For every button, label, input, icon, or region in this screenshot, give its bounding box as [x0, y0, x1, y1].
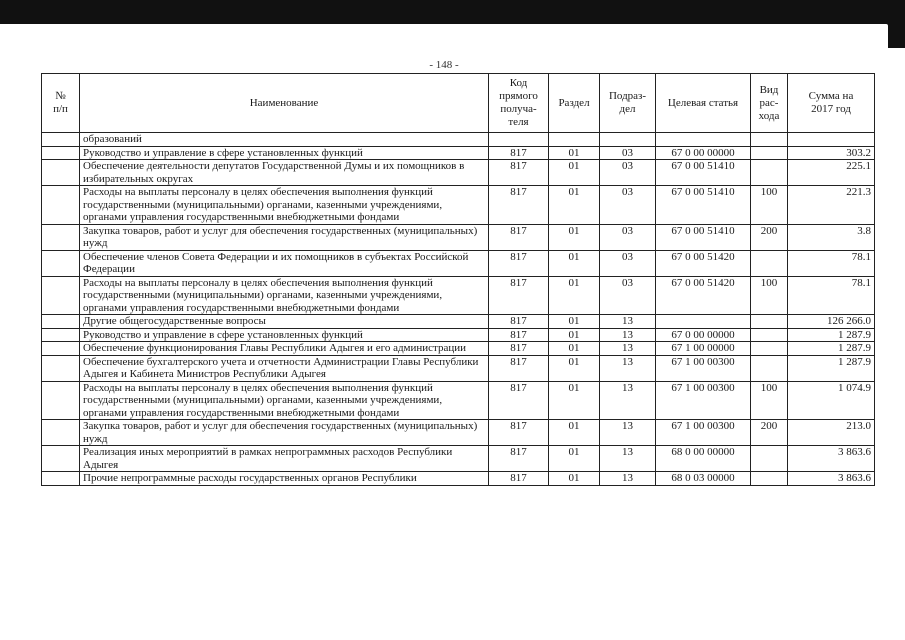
- row-code-cell: 817: [489, 472, 549, 486]
- row-name-cell: Закупка товаров, работ и услуг для обеспечения государственных (муниципальных) нужд: [80, 224, 489, 250]
- header-target: Целевая статья: [656, 74, 751, 133]
- row-exp-type-cell: [751, 160, 788, 186]
- row-target-cell: 67 0 00 51410: [656, 224, 751, 250]
- row-target-cell: 67 0 00 51410: [656, 186, 751, 225]
- row-exp-type-cell: 100: [751, 186, 788, 225]
- row-code-cell: 817: [489, 381, 549, 420]
- row-section-cell: 01: [549, 224, 600, 250]
- row-num-cell: [42, 342, 80, 356]
- row-target-cell: 68 0 00 00000: [656, 446, 751, 472]
- table-row: [42, 472, 875, 486]
- row-target-cell: 67 1 00 00300: [656, 355, 751, 381]
- row-name-cell: Реализация иных мероприятий в рамках непрограммных расходов Республики Адыгея: [80, 446, 489, 472]
- row-name-cell: Руководство и управление в сфере установленных функций: [80, 328, 489, 342]
- document-page: [0, 24, 888, 640]
- row-sum-cell: 303.2: [788, 146, 875, 160]
- row-section-cell: 01: [549, 315, 600, 329]
- table-row: [42, 328, 875, 342]
- row-sum-cell: [788, 133, 875, 147]
- row-name-cell: Закупка товаров, работ и услуг для обеспечения государственных (муниципальных) нужд: [80, 420, 489, 446]
- row-target-cell: 67 0 00 00000: [656, 328, 751, 342]
- table-row: [42, 342, 875, 356]
- row-target-cell: 67 0 00 00000: [656, 146, 751, 160]
- row-target-cell: 67 1 00 00300: [656, 381, 751, 420]
- header-num: № п/п: [42, 74, 80, 133]
- row-exp-type-cell: 200: [751, 420, 788, 446]
- row-code-cell: 817: [489, 146, 549, 160]
- row-exp-type-cell: 100: [751, 276, 788, 315]
- table-row: [42, 186, 875, 225]
- table-header-row: [42, 74, 875, 133]
- row-subsection-cell: 03: [600, 250, 656, 276]
- row-section-cell: 01: [549, 420, 600, 446]
- row-exp-type-cell: 200: [751, 224, 788, 250]
- row-num-cell: [42, 420, 80, 446]
- row-num-cell: [42, 276, 80, 315]
- header-code: Код прямого получа- теля: [489, 74, 549, 133]
- row-exp-type-cell: [751, 315, 788, 329]
- row-name-cell: Обеспечение деятельности депутатов Государственной Думы и их помощников в избирательных округах: [80, 160, 489, 186]
- row-name-cell: Обеспечение бухгалтерского учета и отчетности Администрации Главы Республики Адыгея и Кабинета Министров Республики Адыгея: [80, 355, 489, 381]
- row-subsection-cell: 03: [600, 276, 656, 315]
- row-subsection-cell: 03: [600, 224, 656, 250]
- row-section-cell: 01: [549, 472, 600, 486]
- table-body: [42, 133, 875, 486]
- row-name-cell: Руководство и управление в сфере установленных функций: [80, 146, 489, 160]
- row-exp-type-cell: 100: [751, 381, 788, 420]
- row-exp-type-cell: [751, 355, 788, 381]
- row-section-cell: 01: [549, 276, 600, 315]
- row-exp-type-cell: [751, 328, 788, 342]
- row-subsection-cell: 13: [600, 420, 656, 446]
- row-num-cell: [42, 224, 80, 250]
- row-subsection-cell: 13: [600, 315, 656, 329]
- row-name-cell: Обеспечение функционирования Главы Республики Адыгея и его администрации: [80, 342, 489, 356]
- row-code-cell: 817: [489, 328, 549, 342]
- row-section-cell: 01: [549, 381, 600, 420]
- row-code-cell: 817: [489, 276, 549, 315]
- table-row: [42, 420, 875, 446]
- row-target-cell: [656, 315, 751, 329]
- row-name-cell: Обеспечение членов Совета Федерации и их помощников в субъектах Российской Федерации: [80, 250, 489, 276]
- row-sum-cell: 3 863.6: [788, 446, 875, 472]
- row-exp-type-cell: [751, 250, 788, 276]
- row-section-cell: 01: [549, 355, 600, 381]
- row-num-cell: [42, 146, 80, 160]
- row-section-cell: 01: [549, 328, 600, 342]
- table-row: [42, 381, 875, 420]
- row-num-cell: [42, 446, 80, 472]
- row-section-cell: 01: [549, 186, 600, 225]
- row-sum-cell: 1 287.9: [788, 342, 875, 356]
- header-name: Наименование: [80, 74, 489, 133]
- header-sum: Сумма на 2017 год: [788, 74, 875, 133]
- header-subsection: Подраз- дел: [600, 74, 656, 133]
- row-target-cell: 67 0 00 51420: [656, 250, 751, 276]
- row-subsection-cell: 03: [600, 146, 656, 160]
- row-sum-cell: 78.1: [788, 276, 875, 315]
- row-code-cell: [489, 133, 549, 147]
- table-row: [42, 446, 875, 472]
- row-code-cell: 817: [489, 224, 549, 250]
- row-target-cell: 67 0 00 51420: [656, 276, 751, 315]
- table-row: [42, 133, 875, 147]
- row-exp-type-cell: [751, 146, 788, 160]
- table-row: [42, 224, 875, 250]
- row-name-cell: Расходы на выплаты персоналу в целях обеспечения выполнения функций государственными (муниципальными) органами, казенными учреждениями, органами управления государственными внебюджетными фондами: [80, 186, 489, 225]
- table-row: [42, 315, 875, 329]
- row-subsection-cell: 13: [600, 342, 656, 356]
- row-num-cell: [42, 186, 80, 225]
- row-code-cell: 817: [489, 446, 549, 472]
- table-row: [42, 276, 875, 315]
- row-sum-cell: 3.8: [788, 224, 875, 250]
- row-name-cell: Расходы на выплаты персоналу в целях обеспечения выполнения функций государственными (муниципальными) органами, казенными учреждениями, органами управления государственными внебюджетными фондами: [80, 381, 489, 420]
- row-name-cell: Другие общегосударственные вопросы: [80, 315, 489, 329]
- row-exp-type-cell: [751, 446, 788, 472]
- table-row: [42, 250, 875, 276]
- table-row: [42, 160, 875, 186]
- row-code-cell: 817: [489, 420, 549, 446]
- budget-table: [41, 73, 875, 486]
- row-code-cell: 817: [489, 160, 549, 186]
- row-section-cell: 01: [549, 160, 600, 186]
- row-sum-cell: 225.1: [788, 160, 875, 186]
- row-num-cell: [42, 381, 80, 420]
- row-num-cell: [42, 315, 80, 329]
- page-number: - 148 -: [429, 59, 459, 71]
- row-section-cell: 01: [549, 342, 600, 356]
- row-sum-cell: 221.3: [788, 186, 875, 225]
- row-num-cell: [42, 328, 80, 342]
- row-sum-cell: 1 287.9: [788, 328, 875, 342]
- row-code-cell: 817: [489, 250, 549, 276]
- row-section-cell: 01: [549, 146, 600, 160]
- row-num-cell: [42, 355, 80, 381]
- row-section-cell: 01: [549, 250, 600, 276]
- row-num-cell: [42, 250, 80, 276]
- row-section-cell: 01: [549, 446, 600, 472]
- table-row: [42, 355, 875, 381]
- header-section: Раздел: [549, 74, 600, 133]
- row-subsection-cell: 13: [600, 472, 656, 486]
- row-name-cell: Расходы на выплаты персоналу в целях обеспечения выполнения функций государственными (муниципальными) органами, казенными учреждениями, органами управления государственными внебюджетными фондами: [80, 276, 489, 315]
- row-exp-type-cell: [751, 472, 788, 486]
- row-subsection-cell: [600, 133, 656, 147]
- row-subsection-cell: 13: [600, 328, 656, 342]
- row-name-cell: образований: [80, 133, 489, 147]
- table-row: [42, 146, 875, 160]
- row-sum-cell: 126 266.0: [788, 315, 875, 329]
- row-sum-cell: 3 863.6: [788, 472, 875, 486]
- row-sum-cell: 213.0: [788, 420, 875, 446]
- row-num-cell: [42, 133, 80, 147]
- row-subsection-cell: 13: [600, 446, 656, 472]
- row-target-cell: 67 0 00 51410: [656, 160, 751, 186]
- row-code-cell: 817: [489, 186, 549, 225]
- row-num-cell: [42, 472, 80, 486]
- row-code-cell: 817: [489, 315, 549, 329]
- row-subsection-cell: 13: [600, 381, 656, 420]
- row-exp-type-cell: [751, 342, 788, 356]
- row-subsection-cell: 03: [600, 160, 656, 186]
- row-code-cell: 817: [489, 342, 549, 356]
- row-name-cell: Прочие непрограммные расходы государственных органов Республики: [80, 472, 489, 486]
- row-code-cell: 817: [489, 355, 549, 381]
- row-subsection-cell: 03: [600, 186, 656, 225]
- row-sum-cell: 1 074.9: [788, 381, 875, 420]
- row-target-cell: 68 0 03 00000: [656, 472, 751, 486]
- header-exp-type: Вид рас- хода: [751, 74, 788, 133]
- row-section-cell: [549, 133, 600, 147]
- row-exp-type-cell: [751, 133, 788, 147]
- row-subsection-cell: 13: [600, 355, 656, 381]
- row-target-cell: [656, 133, 751, 147]
- row-sum-cell: 1 287.9: [788, 355, 875, 381]
- row-num-cell: [42, 160, 80, 186]
- row-sum-cell: 78.1: [788, 250, 875, 276]
- row-target-cell: 67 1 00 00300: [656, 420, 751, 446]
- row-target-cell: 67 1 00 00000: [656, 342, 751, 356]
